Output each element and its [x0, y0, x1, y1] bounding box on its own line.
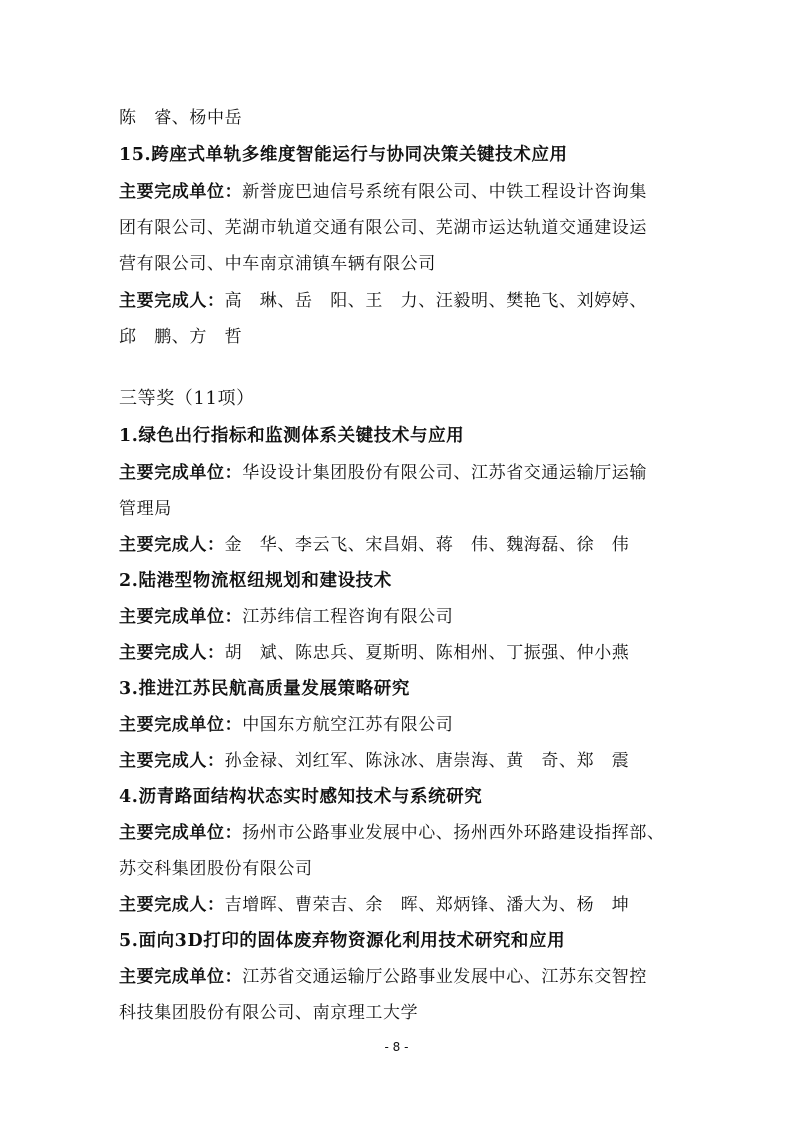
project-heading-3: 3.推进江苏民航高质量发展策略研究	[119, 679, 410, 699]
project-heading-1: 1.绿色出行指标和监测体系关键技术与应用	[119, 426, 465, 446]
project-heading-15: 15.跨座式单轨多维度智能运行与协同决策关键技术应用	[119, 145, 568, 165]
section-third-prize: 三等奖（11项）	[119, 388, 255, 409]
authors-text: 胡 斌、陈忠兵、夏斯明、陈相州、丁振强、仲小燕	[224, 643, 630, 663]
units-label: 主要完成单位：	[119, 967, 243, 987]
units-label: 主要完成单位：	[119, 715, 243, 735]
units-line	[119, 713, 679, 737]
authors-text: 吉增晖、曹荣吉、余 晖、郑炳锋、潘大为、杨 坤	[224, 895, 630, 915]
authors-label: 主要完成人：	[119, 751, 225, 771]
units-label: 主要完成单位：	[119, 463, 243, 483]
units-line	[119, 461, 679, 485]
authors-text: 金 华、李云飞、宋昌娟、蒋 伟、魏海磊、徐 伟	[224, 535, 630, 555]
units-text: 华设设计集团股份有限公司、江苏省交通运输厅运输	[242, 463, 648, 483]
project-heading-4: 4.沥青路面结构状态实时感知技术与系统研究	[119, 787, 483, 807]
authors-line	[119, 289, 679, 313]
units-label: 主要完成单位：	[119, 607, 243, 627]
project-heading-5: 5.面向3D打印的固体废弃物资源化利用技术研究和应用	[119, 931, 566, 951]
units-line	[119, 821, 679, 845]
authors-text: 高 琳、岳 阳、王 力、汪毅明、樊艳飞、刘婷婷、	[224, 291, 648, 311]
units-continuation: 科技集团股份有限公司、南京理工大学	[119, 1003, 419, 1023]
authors-label: 主要完成人：	[119, 895, 225, 915]
authors-label: 主要完成人：	[119, 291, 225, 311]
units-text: 新誉庞巴迪信号系统有限公司、中铁工程设计咨询集	[242, 182, 648, 202]
page-number: - 8 -	[384, 1040, 409, 1054]
authors-line	[119, 893, 679, 917]
units-continuation: 团有限公司、芜湖市轨道交通有限公司、芜湖市运达轨道交通建设运	[119, 218, 647, 238]
units-continuation: 营有限公司、中车南京浦镇车辆有限公司	[119, 254, 436, 274]
units-continuation: 管理局	[119, 499, 172, 519]
units-text: 江苏省交通运输厅公路事业发展中心、江苏东交智控	[242, 967, 648, 987]
authors-label: 主要完成人：	[119, 643, 225, 663]
authors-text: 孙金禄、刘红军、陈泳冰、唐崇海、黄 奇、郑 震	[224, 751, 630, 771]
units-line	[119, 965, 679, 989]
authors-label: 主要完成人：	[119, 535, 225, 555]
units-label: 主要完成单位：	[119, 823, 243, 843]
units-text: 江苏纬信工程咨询有限公司	[242, 607, 454, 627]
authors-line	[119, 749, 679, 773]
units-line	[119, 180, 679, 204]
authors-continuation: 陈 睿、杨中岳	[119, 108, 243, 128]
authors-line	[119, 533, 679, 557]
authors-continuation: 邱 鹏、方 哲	[119, 327, 243, 347]
project-heading-2: 2.陆港型物流枢纽规划和建设技术	[119, 571, 392, 591]
units-text: 扬州市公路事业发展中心、扬州西外环路建设指挥部、	[242, 823, 665, 843]
units-text: 中国东方航空江苏有限公司	[242, 715, 454, 735]
authors-line	[119, 641, 679, 665]
units-continuation: 苏交科集团股份有限公司	[119, 859, 313, 879]
units-line	[119, 605, 679, 629]
units-label: 主要完成单位：	[119, 182, 243, 202]
